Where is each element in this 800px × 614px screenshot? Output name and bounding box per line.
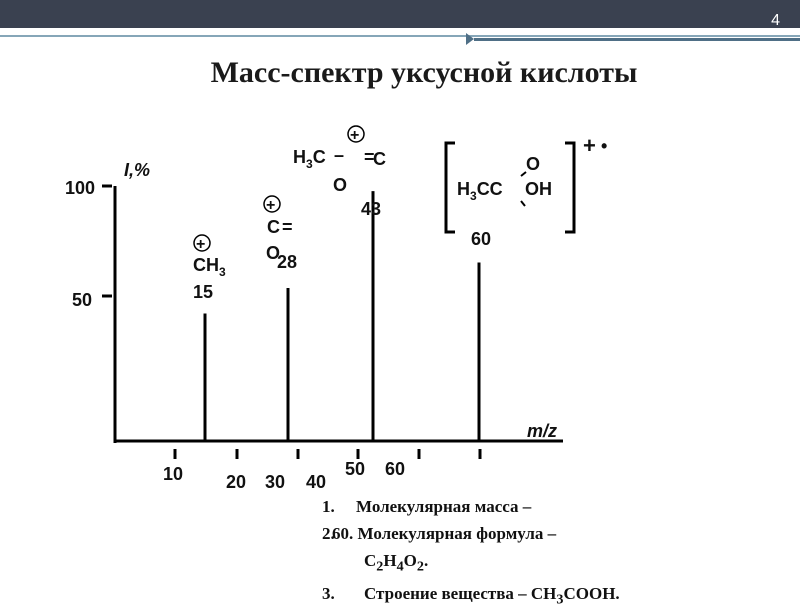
x-tick-label: 60 [385, 459, 406, 479]
bond-line [521, 201, 525, 206]
fragment-atom: C [267, 217, 280, 237]
list-number: 3. [322, 584, 335, 604]
list-text: Молекулярная масса – [356, 497, 532, 516]
fragment-ch3 [193, 235, 226, 279]
list-text-overlap: 60. [332, 524, 354, 543]
fragment-atom: OH [525, 179, 552, 199]
x-tick-label: 10 [163, 464, 184, 484]
peaks-group [205, 191, 479, 441]
radical-dot: • [601, 136, 608, 156]
x-tick-label: 40 [306, 472, 327, 492]
fragment-atom: O [526, 154, 541, 174]
y-tick-label: 50 [72, 290, 93, 310]
list-item [322, 580, 620, 613]
list-number: 1. [322, 497, 335, 516]
slide-number: 4 [771, 12, 780, 29]
fragment-atom: O [266, 243, 281, 263]
y-axis-label: I,% [124, 160, 151, 180]
formula-text: $C_2H_4O_2$. [364, 551, 429, 575]
fragment-formula: $H_3CC$ [457, 179, 503, 203]
right-bracket [565, 143, 574, 232]
fragment-acyl [293, 126, 386, 195]
x-tick-label: 30 [265, 472, 286, 492]
list-item [322, 493, 620, 520]
peak-label: 43 [361, 199, 382, 219]
fragment-formula: $H_3C$ [293, 147, 326, 171]
x-tick-label: 50 [345, 459, 366, 479]
list-text: Строение вещества – $CH_3COOH$. [364, 584, 620, 608]
list-item [322, 520, 620, 547]
peak-label: 15 [193, 282, 214, 302]
peak-label: 60 [471, 229, 492, 249]
fragment-bond: = [282, 217, 293, 237]
x-tick-label: 20 [226, 472, 247, 492]
y-tick-label: 100 [65, 178, 96, 198]
list-text: Молекулярная формула – [357, 524, 557, 543]
charge-sign: + [583, 133, 596, 158]
fragment-atom: C [373, 149, 386, 169]
page-title: Масс-спектр уксусной кислоты [210, 56, 638, 89]
charge-sign: + [196, 236, 206, 253]
charge-sign: + [350, 127, 360, 144]
fragment-formula: $CH_3$ [193, 255, 226, 279]
x-axis-label: m/z [527, 421, 558, 441]
fragment-bond: = [364, 147, 375, 167]
fragment-atom: O [333, 175, 348, 195]
list-item-continuation [322, 547, 620, 580]
fragment-molecular-ion [446, 133, 607, 232]
list-number: 2. [322, 524, 335, 543]
summary-list [322, 493, 620, 614]
bond-line [521, 172, 526, 176]
left-bracket [446, 143, 455, 232]
fragment-bond: – [334, 145, 345, 165]
charge-sign: + [266, 197, 276, 214]
peak-label: 28 [277, 252, 298, 272]
